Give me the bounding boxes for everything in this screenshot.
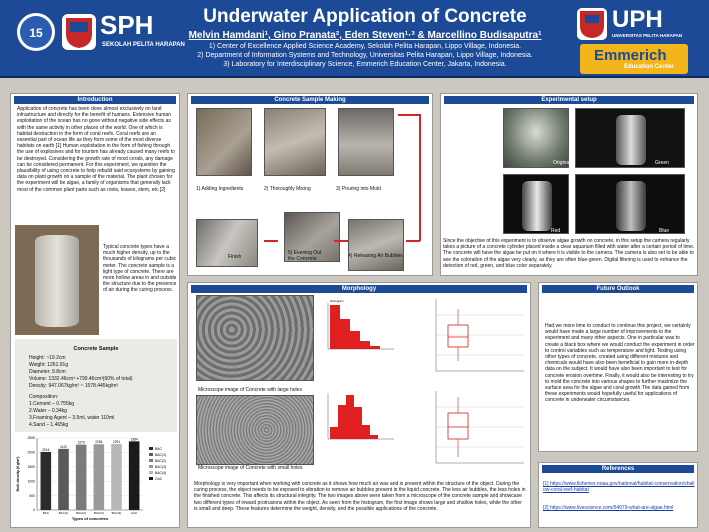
concrete-sample-heading: Concrete Sample	[73, 346, 119, 352]
morphology-heading: Morphology	[191, 285, 527, 293]
future-outlook-text: Had we more time to conduct to continue this project, we certainly would have made a large number of improvements to the experiment and many other aspects. One in particular was to create a black box where we would conduct the experiment in order to control variables such as temperature and light. Testing using other types of concrete, created using different mixtures and chemicals would have also been beneficial to gain more in-depth data on the subject. It would have also been important to test for concrete erosion overtime. Finally, it would also be interesting to try to mold the concrete into various shapes to further maximize the surface area for the algae and coral growth.The data gained from these experiments would hopefully useful for applications of concrete in underwater circumstances.	[545, 323, 695, 404]
small-holes-caption: Microscope image of Concrete with small holes	[198, 465, 303, 471]
step3-photo	[338, 108, 394, 176]
original-label: Original	[553, 160, 571, 166]
x-tick-label: BAC(3)	[93, 511, 104, 515]
bar-BAC	[41, 452, 52, 510]
x-tick-label: BAC	[42, 511, 49, 515]
poster-title: Underwater Application of Concrete	[203, 6, 527, 27]
composition-water: 2.Water – 0.34kg	[29, 408, 67, 414]
step2-caption: 2) Thoroughly Mixing	[264, 186, 311, 192]
composition-sand: 4.Sand – 1.465kg	[29, 422, 69, 428]
sample-making-panel	[187, 93, 433, 276]
histogram-large	[320, 297, 396, 357]
reference-1-link[interactable]: [1] https://www.fisheries.noaa.gov/national/habitat-conservation/shallow-coral-reef-habitat	[543, 481, 695, 494]
large-holes-micrograph	[196, 295, 314, 381]
composition-cement: 1.Cement – 0.755kg	[29, 401, 75, 407]
y-tick-label: 0	[33, 508, 35, 513]
flow-arrow-left-1	[406, 240, 420, 242]
data-label: 2016	[42, 447, 50, 452]
affiliation-3: 3) Laboratory for Interdisciplinary Science, Emmerich Education Center, Jakarta, Indonesia.	[223, 61, 507, 68]
red-label: Red	[551, 228, 561, 234]
emmerich-subtitle: Education Center	[624, 64, 674, 70]
data-label: 2284	[95, 440, 103, 445]
data-label: 2122	[59, 444, 68, 449]
flow-arrow-left-3	[264, 240, 278, 242]
composition-foam: 3.Foaming Agent – 3.5ml, water 110ml	[29, 415, 115, 421]
green-cylinder	[616, 115, 646, 165]
future-outlook-heading: Future Outlook	[542, 285, 694, 293]
step1-caption: 1) Adding Ingredients	[196, 186, 244, 192]
density-bar-chart	[13, 432, 179, 524]
x-tick-label: BAC(4)	[111, 511, 122, 515]
reference-2-link[interactable]: [2] https://www.livescience.com/54979-what-are-algae.html	[543, 505, 674, 511]
introduction-heading: Introduction	[14, 96, 176, 104]
references-panel	[538, 462, 698, 528]
green-label: Green	[655, 160, 669, 166]
sph-emblem-icon	[14, 10, 58, 54]
cylinder-description: Typical concrete types have a much higher density, up to the thousands of kilograms per cubic meter. The concrete sample is a light type of concrete. There are more hollow areas in and outside the structure due to the presence of air during the curing process.	[103, 244, 177, 294]
step4-caption: 4) Releasing Air Bubbles	[348, 253, 403, 259]
legend-entry: BAC	[155, 447, 162, 451]
emmerich-logo: Emmerich	[594, 47, 667, 64]
sample-height: Height: ~19.2cm	[29, 355, 66, 361]
introduction-panel	[10, 93, 180, 528]
uph-logo: UPH	[612, 6, 663, 33]
legend-entry: BAC(3)	[155, 465, 167, 469]
boxplot-small	[428, 387, 528, 467]
original-photo	[503, 108, 569, 168]
composition-heading: Composition:	[29, 394, 59, 400]
finish-photo	[196, 219, 258, 267]
flow-arrow-right	[398, 114, 420, 116]
boxplot-large	[428, 295, 528, 375]
experimental-setup-heading: Experimental setup	[444, 96, 694, 104]
red-photo	[503, 174, 569, 234]
sph-crest-icon	[62, 14, 96, 50]
blue-photo	[575, 174, 685, 234]
finish-caption: Finish	[228, 254, 242, 260]
affiliation-1: 1) Center of Excellence Applied Science Academy, Sekolah Pelita Harapan, Lippo Village, Indonesia.	[208, 43, 522, 50]
sample-density: Density: 947.067kg/m³ ~ 1578.445kg/m³	[29, 383, 119, 389]
histogram-large-title: Histogram	[330, 299, 344, 303]
references-heading: References	[542, 465, 694, 473]
y-axis-label: Bulk density (Kg/m³)	[16, 456, 20, 492]
uph-crest-icon	[577, 8, 607, 40]
morphology-text: Morphology is very important when working with concrete as it shows how much air was and is present within the structure of the object. During the curing process, the object needs to be exposed to vibration to remove air bubbles present in the liquid concrete. The less air bubbles, the less holes in the finished concrete. This affects its structural integrity. The two images above were taken from a microscope of the concrete sample and showcase two different types of inward protrusions within the object. As seen from the histogram, the first image shows large and shallow holes, while the other is small and deep. These features determine the weight, density, and the possible applications of the concrete.	[194, 481, 526, 512]
small-holes-micrograph	[196, 395, 314, 465]
y-tick-label: 2000	[27, 450, 35, 455]
legend-entry: CAC	[155, 477, 163, 481]
bar-BAC(1)	[58, 449, 69, 510]
sph-logo: SPH	[100, 10, 154, 40]
legend-swatch	[149, 447, 153, 450]
header-banner	[0, 0, 709, 78]
sph-subtitle: SEKOLAH PELITA HARAPAN	[102, 42, 185, 48]
poster-authors: Melvin Hamdani¹, Gino Pranata², Eden Steven¹·³ & Marcellino Budisaputra¹	[188, 30, 542, 41]
emmerich-logo-box	[580, 44, 688, 74]
red-cylinder	[522, 181, 552, 231]
histogram-small	[320, 387, 396, 447]
bar-BAC(3)	[94, 444, 105, 510]
step4-photo	[348, 219, 404, 271]
step5-caption: 5) Evening Out the Concrete	[288, 250, 322, 262]
bar-BAC(2)	[76, 445, 87, 510]
flow-arrow-down	[419, 114, 421, 241]
introduction-text: Application of concrete has been done almost exclusively on land infrastructure and directly for the benefit of humans. Extensive human exploitation of the ocean has no gone without negative side effects as with the same activity in other places of the world. One of which is habitat destruction in the form of coral reefs. Coral reefs are an essential part of ocean life as they form some of the most diverse habitats on earth [1] Human exploitation in the form of fishing through the use of explosives and for tourism has already caused many reefs to be destroyed. Considering the growth rate of most corals, any damage can be considered permanent. For this experiment, we question the plausibility of using concrete to help rebuild said ecosystems by gaining data on plant growth on a sample of the material. The plant chosen for the experiment will be algae, a family of organisms that generally lack most of the common plant parts such as roots, leaves, stem, etc [2]	[17, 106, 175, 193]
sample-making-heading: Concrete Sample Making	[191, 96, 429, 104]
legend-entry: BAC(4)	[155, 471, 167, 475]
legend-entry: BAC(1)	[155, 453, 167, 457]
uph-subtitle: UNIVERSITAS PELITA HARAPAN	[612, 33, 683, 38]
bar-BAC(4)	[111, 444, 122, 510]
data-label: 2270	[77, 440, 85, 445]
legend-swatch	[149, 477, 153, 480]
green-photo	[575, 108, 685, 168]
sample-diameter: Diameter: 9.8cm	[29, 369, 66, 375]
x-axis-label: Types of concretes	[71, 516, 109, 521]
morphology-panel	[187, 282, 531, 528]
experimental-setup-text: Since the objective of this experiment is to observe algae growth on concrete, in this setup the camera regularly takes a picture of a concrete cylinder placed inside a clear aquarium filled with water after a certain period of time. The concrete will have the algae be put on it where it is visible to the camera. The camera is also set to be able to see the coloration of the algae very clearly, as they are often blue-green. Digital filtering is used to enhance the detection of red, green, and blue color separately.	[443, 238, 695, 269]
legend-entry: BAC(2)	[155, 459, 167, 463]
future-outlook-panel	[538, 282, 698, 452]
bar-CAC	[129, 441, 140, 510]
x-tick-label: BAC(2)	[76, 511, 87, 515]
svg-text:15: 15	[29, 26, 43, 40]
y-tick-label: 500	[29, 493, 35, 498]
y-tick-label: 1500	[27, 465, 35, 469]
blue-cylinder	[616, 181, 646, 231]
legend-swatch	[149, 471, 153, 474]
concrete-cylinder-photo	[15, 225, 99, 335]
large-holes-caption: Microscope image of Concrete with large holes	[198, 387, 302, 393]
step1-photo	[196, 108, 252, 176]
x-tick-label: CAC	[130, 511, 138, 515]
step3-caption: 3) Pouring into Mold	[336, 186, 381, 192]
legend-swatch	[149, 459, 153, 462]
blue-label: Blue	[659, 228, 670, 234]
legend-swatch	[149, 465, 153, 468]
step2-photo	[264, 108, 326, 176]
affiliation-2: 2) Department of Information Systems and Technology, Universitas Pelita Harapan, Lippo Village, Indonesia.	[197, 52, 533, 59]
flow-arrow-left-2	[334, 240, 348, 242]
data-label: 2291	[112, 440, 121, 445]
experimental-setup-panel	[440, 93, 698, 276]
sample-volume: Volume: 1332.46cm³ +799.46cm³(60% of total)	[29, 376, 133, 382]
y-tick-label: 1000	[27, 479, 35, 484]
legend-swatch	[149, 453, 153, 456]
y-tick-label: 2500	[27, 436, 35, 441]
concrete-cylinder-shape	[35, 235, 79, 327]
data-label: 2384	[130, 437, 138, 442]
sample-weight: Weight: 1261.91g	[29, 362, 69, 368]
x-tick-label: BAC(1)	[58, 511, 69, 515]
